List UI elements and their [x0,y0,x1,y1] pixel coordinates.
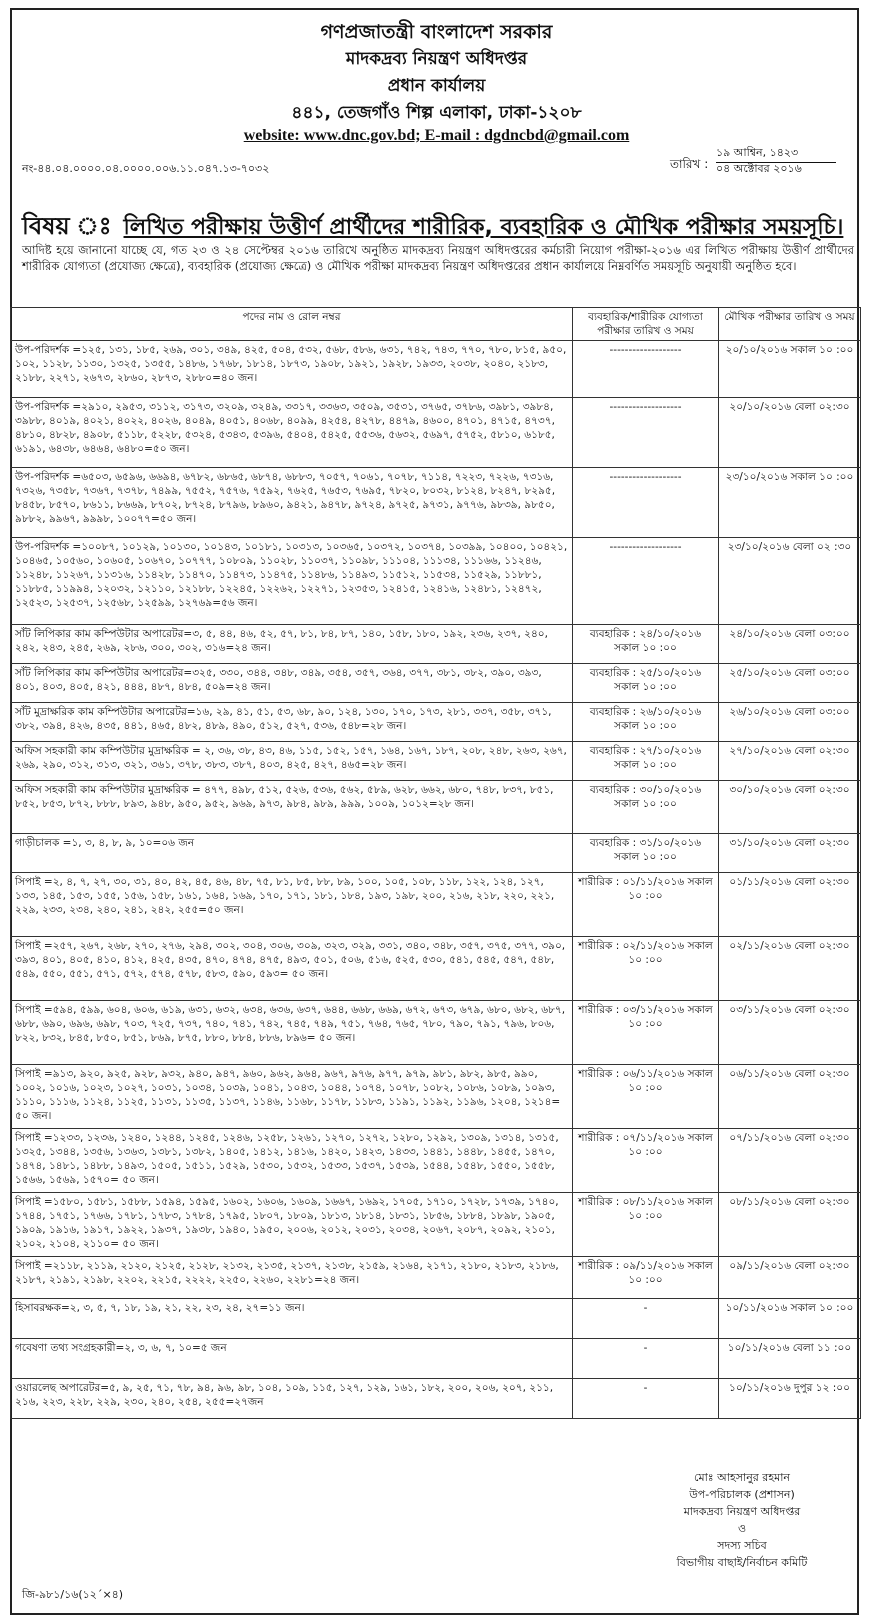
cell-viva: ২৪/১০/২০১৬ বেলা ০৩:০০ [719,625,861,664]
cell-practical: ------------------- [573,538,719,625]
subject-label: বিষয় ঃ [22,212,112,240]
signatory-name: মোঃ আহসানুর রহমান [694,1471,790,1484]
schedule-rows [11,341,861,1419]
cell-practical: ------------------- [573,341,719,398]
date-label: তারিখ : [670,157,709,171]
schedule-table [10,307,861,1419]
table-row [11,1129,861,1193]
table-row [11,1257,861,1299]
cell-post-roll: হিসাবরক্ষক=২, ৩, ৫, ৭, ১৮, ১৯, ২১, ২২, ২৩, ২৪, ২৭=১১ জন। [11,1299,573,1339]
table-header-row [11,308,861,341]
cell-viva: ২০/১০/২০১৬ সকাল ১০ :০০ [719,341,861,398]
cell-post-roll: সিপাই =২১১৮, ২১১৯, ২১২০, ২১২৫, ২১২৮, ২১৩২, ২১৩৫, ২১৩৭, ২১৩৮, ২১৫৯, ২১৬৪, ২১৭১, ২১৮০, ২১৮৩, ২১৮৬, ২১৮৭, ২১৯১, ২১৯৮, ২২০২, ২২১৫, ২২২২, ২২৫০, ২২৬০, ২২৮১=২৪ জন। [11,1257,573,1299]
table-row [11,664,861,703]
cell-viva: ০২/১১/২০১৬ বেলা ০২:৩০ [719,937,861,1001]
cell-post-roll: সাঁট মুদ্রাক্ষরিক কাম কম্পিউটার অপারেটর=১৬, ২৯, ৪১, ৫১, ৫৩, ৬৮, ৯০, ১২৪, ১৩০, ১৭০, ১৭৩, ২৮১, ৩৩৭, ৩৫৮, ৩৭১, ৩৮২, ৩৯৪, ৪২৬, ৪৩৫, ৪৪১, ৪৬৫, ৪৮২, ৪৮৯, ৪৯০, ৫১২, ৫২৭, ৫৩৬, ৫৪৮=২৮ জন। [11,703,573,742]
table-row [11,538,861,625]
table-row [11,873,861,937]
cell-practical: ------------------- [573,398,719,468]
office-address: ৪৪১, তেজগাঁও শিল্প এলাকা, ঢাকা-১২০৮ [291,103,582,123]
table-row [11,742,861,781]
cell-viva: ২৩/১০/২০১৬ বেলা ০২ :৩০ [719,538,861,625]
cell-post-roll: অফিস সহকারী কাম কম্পিউটার মুদ্রাক্ষরিক = ২, ৩৬, ৩৮, ৪৩, ৪৬, ১১৫, ১৫২, ১৫৭, ১৬৪, ১৬৭, ১৮৭, ২০৮, ২৪৮, ২৬৩, ২৬৭, ২৬৯, ২৯০, ৩১২, ৩১৩, ৩২১, ৩৬১, ৩৭৮, ৩৮৩, ৩৮৭, ৪০৩, ৪২৫, ৪২৭, ৪৬৫=২৮ জন। [11,742,573,781]
cell-post-roll: সিপাই =৫৯৪, ৫৯৯, ৬০৪, ৬০৬, ৬১৯, ৬৩১, ৬৩২, ৬৩৪, ৬৩৬, ৬৩৭, ৬৪৪, ৬৬৮, ৬৬৯, ৬৭২, ৬৭৩, ৬৭৯, ৬৮০, ৬৮২, ৬৮৭, ৬৮৮, ৬৯০, ৬৯৬, ৬৯৮, ৭০৩, ৭২৫, ৭৩৭, ৭৪০, ৭৪১, ৭৪২, ৭৪৫, ৭৪৯, ৭৫১, ৭৬৪, ৭৬৫, ৭৮০, ৭৯০, ৭৯১, ৭৯৬, ৮০৬, ৮২২, ৮৩২, ৮৪৫, ৮৫০, ৮৫১, ৮৬৯, ৮৭৫, ৮৮০, ৮৮৪, ৮৮৬, ৮৯৬= ৫০ জন। [11,1001,573,1065]
cell-practical: ব্যবহারিক : ২৪/১০/২০১৬ সকাল ১০ :০০ [573,625,719,664]
cell-post-roll: উপ-পরিদর্শক =২৯১০, ২৯৫৩, ৩১১২, ৩১৭৩, ৩২০৯, ৩২৪৯, ৩৩১৭, ৩৩৬৩, ৩৫০৯, ৩৫৩১, ৩৭৬৫, ৩৭৮৬, ৩৯৮১, ৩৯৮৪, ৩৯৮৮, ৪০১৯, ৪০২১, ৪০২২, ৪০২৬, ৪০৪৯, ৪০৫১, ৪০৬৮, ৪০৯৯, ৪২৫৪, ৪২৭৮, ৪৪৭৯, ৪৬০০, ৪৭০১, ৪৭১৫, ৪৭৩৭, ৪৮১০, ৪৮২৮, ৪৯০৮, ৫১১৮, ৫২২৮, ৫৩২৪, ৫৩৪৩, ৫৩৯৬, ৫৪০৪, ৫৪২৫, ৫৫৩৬, ৫৬৩২, ৫৬৯৭, ৫৭৫২, ৫৮১০, ৬১৮৫, ৬১৯১, ৬৪৩৮, ৬৪৬৪, ৬৪৮০=৫০ জন। [11,398,573,468]
cell-practical: শারীরিক : ০৬/১১/২০১৬ সকাল ১০ :০০ [573,1065,719,1129]
website-email: website: www.dnc.gov.bd; E-mail : dgdncbd@gmail.com [243,127,630,144]
cell-practical: ব্যবহারিক : ২৫/১০/২০১৬ সকাল ১০ :০০ [573,664,719,703]
cell-practical: ব্যবহারিক : ২৬/১০/২০১৬ সকাল ১০ :০০ [573,703,719,742]
cell-viva: ০৬/১১/২০১৬ বেলা ০২:৩০ [719,1065,861,1129]
cell-practical: শারীরিক : ০৯/১১/২০১৬ সকাল ১০ :০০ [573,1257,719,1299]
cell-practical: - [573,1339,719,1379]
table-row [11,937,861,1001]
intro-paragraph: আদিষ্ট হয়ে জানানো যাচ্ছে যে, গত ২৩ ও ২৪ সেপ্টেম্বর ২০১৬ তারিখে অনুষ্ঠিত মাদকদ্রব্য নিয়ন্ত্রণ অধিদপ্তরের কর্মচারী নিয়োগ পরীক্ষা-২০১৬ এর লিখিত পরীক্ষায় উত্তীর্ণ প্রার্থীদের শারীরিক যোগ্যতা (প্রযোজ্য ক্ষেত্রে), ব্যবহারিক (প্রযোজ্য ক্ষেত্রে) ও মৌখিক পরীক্ষা মাদকদ্রব্য নিয়ন্ত্রণ অধিদপ্তরের প্রধান কার্যালয়ে নিম্নবর্ণিত সময়সূচি অনুযায়ী অনুষ্ঠিত হবে। [22,243,854,273]
cell-post-roll: উপ-পরিদর্শক =১০০৮৭, ১০১২৯, ১০১৩০, ১০১৪৩, ১০১৮১, ১০৩১৩, ১০৩৬৫, ১০৩৭২, ১০৩৭৪, ১০৩৯৯, ১০৪০০, ১০৪২১, ১০৪৬৫, ১০৫৬০, ১০৬০৫, ১০৬৭০, ১০৭৭৭, ১০৮০৯, ১১০২৮, ১১০৩৭, ১১০৯৮, ১১১০৪, ১১১৩৪, ১১১৬৬, ১১২৪৬, ১১২৪৮, ১১২৬৭, ১১৩১৬, ১১৪২৮, ১১৪৭০, ১১৪৭৩, ১১৪৭৫, ১১৪৮৬, ১১৪৯৩, ১১৫১২, ১১৫৩৪, ১১৫২৯, ১১৮৮১, ১১৮৮৫, ১১৯৯৪, ১২০৩২, ১২১১০, ১২১৮৮, ১২২৪৫, ১২২৬২, ১২২৭১, ১২৩৫৩, ১২৪১৫, ১২৪১৬, ১২৪৮১, ১২৪৭২, ১২৫২৩, ১২৫৩৭, ১২৫৬৮, ১২৫৯৯, ১২৭৬৯=৫৬ জন। [11,538,573,625]
table-row [11,1065,861,1129]
cell-viva: ২৭/১০/২০১৬ বেলা ০২:৩০ [719,742,861,781]
cell-practical: ব্যবহারিক : ৩১/১০/২০১৬ সকাল ১০ :০০ [573,834,719,873]
header-viva: মৌখিক পরীক্ষার তারিখ ও সময় [719,308,861,341]
subject-text: লিখিত পরীক্ষায় উত্তীর্ণ প্রার্থীদের শারীরিক, ব্যবহারিক ও মৌখিক পরীক্ষার সময়সূচি। [123,215,844,240]
table-row [11,1379,861,1419]
cell-practical: শারীরিক : ০৮/১১/২০১৬ সকাল ১০ :০০ [573,1193,719,1257]
cell-practical: ব্যবহারিক : ৩০/১০/২০১৬ সকাল ১০ :০০ [573,781,719,834]
date-block [716,145,802,177]
cell-post-roll: উপ-পরিদর্শক =৬৫০৩, ৬৫৯৬, ৬৬৯৪, ৬৭৮২, ৬৮৬৫, ৬৮৭৪, ৬৮৮৩, ৭০৫৭, ৭০৬১, ৭০৭৮, ৭১১৪, ৭২২৩, ৭২২৬, ৭৩১৬, ৭৩২৬, ৭৩৫৮, ৭৩৬৭, ৭৩৭৮, ৭৪৯৯, ৭৫৫২, ৭৫৭৬, ৭৫৯২, ৭৬২৫, ৭৬৫৩, ৭৬৯৫, ৭৮২০, ৮০৩২, ৮১২৪, ৮২৪৭, ৮২৯৫, ৮৪৫৮, ৮৫৭০, ৮৬১১, ৮৬৬৯, ৮৭০২, ৮৭২৪, ৮৭৯৬, ৮৯৬০, ৯৪২১, ৯৪৭৮, ৯৭২৪, ৯৭২৫, ৯৭৩১, ৯৭৭৬, ৯৮৩৯, ৯৮৫০, ৯৮৮২, ৯৯৬৭, ৯৯৯৮, ১০০৭৭=৫০ জন। [11,468,573,538]
gov-title: গণপ্রজাতন্ত্রী বাংলাদেশ সরকার [320,21,553,43]
cell-post-roll: সিপাই =১২৩৩, ১২৩৬, ১২৪০, ১২৪৪, ১২৪৫, ১২৪৬, ১২৫৮, ১২৬১, ১২৭০, ১২৭২, ১২৮০, ১২৯২, ১৩০৯, ১৩১৪, ১৩১৫, ১৩২৫, ১৩৪৪, ১৩৫৬, ১৩৬৩, ১৩৮১, ১৩৮২, ১৪০৫, ১৪১২, ১৪১৬, ১৪২০, ১৪২৩, ১৪৩৩, ১৪৪১, ১৪৪৮, ১৪৫৫, ১৪৭০, ১৪৭৪, ১৪৮১, ১৪৮৮, ১৪৯৩, ১৫০৫, ১৫১১, ১৫২৯, ১৫৩০, ১৫৩২, ১৫৩৩, ১৫৩৭, ১৫৩৯, ১৫৪৪, ১৫৪৮, ১৫৫০, ১৫৫৮, ১৫৬৬, ১৫৬৯, ১৫৭০= ৫০ জন। [11,1129,573,1193]
table-row [11,1193,861,1257]
date-bangla: ১৯ আশ্বিন, ১৪২৩ [716,146,799,159]
signatory-designation: উপ-পরিচালক (প্রশাসন) [689,1488,795,1501]
cell-post-roll: সিপাই =২৫৭, ২৬৭, ২৬৮, ২৭০, ২৭৬, ২৯৪, ৩০২, ৩০৪, ৩০৬, ৩০৯, ৩২৩, ৩২৯, ৩৩১, ৩৪০, ৩৪৮, ৩৫৭, ৩৭৫, ৩৭৭, ৩৯০, ৩৯৩, ৪০১, ৪০৫, ৪১০, ৪১২, ৪২৫, ৪৩৫, ৪৭০, ৪৭৪, ৪৭৫, ৪৯৩, ৫০১, ৫০৬, ৫১৬, ৫২৫, ৫৩০, ৫৪১, ৫৪৫, ৫৪৭, ৫৪৮, ৫৪৯, ৫৫০, ৫৫১, ৫৭১, ৫৭২, ৫৭৪, ৫৭৮, ৫৮৩, ৫৯০, ৫৯৩= ৫০ জন। [11,937,573,1001]
cell-viva: ২৫/১০/২০১৬ বেলা ০৩:০০ [719,664,861,703]
signatory-and: ও [737,1522,747,1535]
cell-post-roll: গবেষণা তথ্য সংগ্রহকারী=২, ৩, ৬, ৭, ১০=৫ জন [11,1339,573,1379]
cell-practical: শারীরিক : ০২/১১/২০১৬ সকাল ১০ :০০ [573,937,719,1001]
cell-viva: ৩১/১০/২০১৬ বেলা ০২:৩০ [719,834,861,873]
table-row [11,703,861,742]
department-name: মাদকদ্রব্য নিয়ন্ত্রণ অধিদপ্তর [345,49,528,69]
cell-post-roll: সিপাই =১৫৮০, ১৫৮১, ১৫৮৮, ১৫৯৪, ১৫৯৫, ১৬০২, ১৬০৬, ১৬০৯, ১৬৬৭, ১৬৯২, ১৭০৫, ১৭১০, ১৭২৮, ১৭৩৯, ১৭৪০, ১৭৪৪, ১৭৫১, ১৭৬৬, ১৭৮১, ১৭৮৩, ১৭৮৪, ১৭৯৫, ১৮০৭, ১৮০৯, ১৮১৩, ১৮১৪, ১৮৩১, ১৮৫৬, ১৮৮৪, ১৮৯৮, ১৯০৫, ১৯০৯, ১৯১৬, ১৯১৭, ১৯২২, ১৯৩৭, ১৯৩৮, ১৯৪০, ১৯৫০, ২০০৬, ২০১২, ২০৩১, ২০৩৪, ২০৬৭, ২০৮৭, ২০৯২, ২১০১, ২১০২, ২১০৪, ২১১০= ৫০ জন। [11,1193,573,1257]
cell-post-roll: সাঁট লিপিকার কাম কম্পিউটার অপারেটর=৩২৫, ৩৩০, ৩৪৪, ৩৪৮, ৩৪৯, ৩৫৪, ৩৫৭, ৩৬৪, ৩৭৭, ৩৮১, ৩৮২, ৩৯০, ৩৯৩, ৪০১, ৪০৩, ৪০৫, ৪২১, ৪৪৪, ৪৮৭, ৪৮৪, ৫০৯=২৪ জন। [11,664,573,703]
table-row [11,1339,861,1379]
cell-viva: ৩০/১০/২০১৬ বেলা ০২:৩০ [719,781,861,834]
signature-block [642,1469,842,1571]
cell-practical: - [573,1299,719,1339]
cell-viva: ১০/১১/২০১৬ সকাল ১০ :০০ [719,1299,861,1339]
cell-practical: শারীরিক : ০৭/১১/২০১৬ সকাল ১০ :০০ [573,1129,719,1193]
header-practical: ব্যবহারিক/শারীরিক যোগ্যতা পরীক্ষার তারিখ ও সময় [573,308,719,341]
cell-viva: ০৮/১১/২০১৬ বেলা ০২:৩০ [719,1193,861,1257]
table-row [11,1001,861,1065]
table-row [11,834,861,873]
date-divider [716,162,836,163]
signatory-committee: বিভাগীয় বাছাই/নির্বাচন কমিটি [676,1556,808,1569]
table-row [11,781,861,834]
cell-post-roll: সিপাই =২, ৪, ৭, ২৭, ৩০, ৩১, ৪০, ৪২, ৪৫, ৪৬, ৪৮, ৭৫, ৮১, ৮৫, ৮৮, ৮৯, ১০০, ১০৫, ১০৮, ১১৮, ১২২, ১২৪, ১২৭, ১৩৩, ১৪৫, ১৫৩, ১৫৫, ১৫৬, ১৫৮, ১৬১, ১৬৪, ১৬৯, ১৭০, ১৭১, ১৮১, ১৮৪, ১৯৩, ১৯৮, ২০০, ২১৬, ২১৮, ২২০, ২২১, ২২৯, ২৩৩, ২৩৪, ২৪০, ২৪১, ২৪২, ২৫৫=৫০ জন। [11,873,573,937]
cell-viva: ২৬/১০/২০১৬ বেলা ০৩:০০ [719,703,861,742]
signatory-role: সদস্য সচিব [717,1539,767,1552]
date-english: ০৪ অক্টোবর ২০১৬ [716,162,802,175]
cell-practical: ব্যবহারিক : ২৭/১০/২০১৬ সকাল ১০ :০০ [573,742,719,781]
signatory-office: মাদকদ্রব্য নিয়ন্ত্রণ অধিদপ্তর [683,1505,801,1518]
cell-post-roll: অফিস সহকারী কাম কম্পিউটার মুদ্রাক্ষরিক = ৪৭৭, ৪৯৮, ৫১২, ৫২৬, ৫৩৬, ৫৬২, ৫৮৯, ৬২৮, ৬৬২, ৬৮০, ৭৪৮, ৮৩৭, ৮৫১, ৮৫২, ৮৫৩, ৮৭২, ৮৮৮, ৮৯৩, ৯৪৮, ৯৫০, ৯৫২, ৯৬৯, ৯৭৩, ৯৮৪, ৯৮৯, ৯৯৯, ১০০৯, ১০১২=২৮ জন। [11,781,573,834]
cell-viva: ১০/১১/২০১৬ বেলা ১১ :০০ [719,1339,861,1379]
table-row [11,398,861,468]
cell-post-roll: গাড়ীচালক =১, ৩, ৪, ৮, ৯, ১০=০৬ জন [11,834,573,873]
cell-viva: ০৯/১১/২০১৬ বেলা ০২:৩০ [719,1257,861,1299]
cell-post-roll: সাঁট লিপিকার কাম কম্পিউটার অপারেটর=৩, ৫, ৪৪, ৪৬, ৫২, ৫৭, ৮১, ৮৪, ৮৭, ১৪০, ১৫৮, ১৮০, ১৯২, ২৩৬, ২৩৭, ২৪০, ২৪২, ২৪৩, ২৪৫, ২৬৯, ২৮৬, ৩০০, ৩০২, ৩১৬=২৪ জন। [11,625,573,664]
cell-viva: ০১/১১/২০১৬ বেলা ০২:৩০ [719,873,861,937]
cell-post-roll: সিপাই =৯১৩, ৯২০, ৯২৫, ৯২৮, ৯৩২, ৯৪০, ৯৪৭, ৯৬০, ৯৬২, ৯৬৪, ৯৬৭, ৯৭৬, ৯৭৭, ৯৭৯, ৯৮১, ৯৮২, ৯৮৫, ৯৯০, ১০০২, ১০১৬, ১০২৩, ১০২৭, ১০৩১, ১০৩৪, ১০৩৯, ১০৪১, ১০৪৩, ১০৪৪, ১০৭৪, ১০৭৮, ১০৮২, ১০৮৬, ১০৮৯, ১০৯৩, ১১১০, ১১১৬, ১১২৪, ১১২৫, ১১৩১, ১১৩৫, ১১৩৭, ১১৪৬, ১১৬৮, ১১৭৮, ১১৮৩, ১১৯১, ১১৯২, ১১৯৬, ১২০৪, ১২১৪= ৫০ জন। [11,1065,573,1129]
cell-viva: ২০/১০/২০১৬ বেলা ০২:৩০ [719,398,861,468]
office-name: প্রধান কার্যালয় [387,76,486,96]
cell-practical: শারীরিক : ০১/১১/২০১৬ সকাল ১০ :০০ [573,873,719,937]
header-post-roll: পদের নাম ও রোল নম্বর [11,308,573,341]
cell-viva: ০৩/১১/২০১৬ বেলা ০২:৩০ [719,1001,861,1065]
print-reference: জি-৯৮১/১৬(১২´×৪) [22,1588,124,1601]
cell-post-roll: ওয়ারলেছ অপারেটর=৫, ৯, ২৫, ৭১, ৭৮, ৯৪, ৯৬, ৯৮, ১০৪, ১০৯, ১১৫, ১২৭, ১২৯, ১৬১, ১৮২, ২০০, ২০৬, ২০৭, ২১১, ২১৬, ২২৩, ২২৮, ২২৯, ২৩০, ২৪০, ২৫৪, ২৫৫=২৭জন [11,1379,573,1419]
table-row [11,468,861,538]
cell-viva: ১০/১১/২০১৬ দুপুর ১২ :০০ [719,1379,861,1419]
cell-practical: ------------------- [573,468,719,538]
table-row [11,341,861,398]
memo-number: নং-৪৪.০৪.০০০০.০৪.০০০০.০০৬.১১.০৪৭.১৩-৭০৩২ [22,162,270,175]
cell-practical: শারীরিক : ০৩/১১/২০১৬ সকাল ১০ :০০ [573,1001,719,1065]
table-row [11,625,861,664]
cell-viva: ২৩/১০/২০১৬ সকাল ১০ :০০ [719,468,861,538]
cell-practical: - [573,1379,719,1419]
table-row [11,1299,861,1339]
cell-post-roll: উপ-পরিদর্শক =১২৫, ১৩১, ১৮৫, ২৬৯, ৩০১, ৩৪৯, ৪২৫, ৫০৪, ৫৩২, ৫৬৮, ৫৮৬, ৬৩১, ৭৪২, ৭৪৩, ৭৭০, ৭৮০, ৮১৫, ৯৫০, ১০২, ১১২৮, ১১৩০, ১৩২৫, ১৩৫৫, ১৪৮৬, ১৭৬৮, ১৮১৪, ১৮৭৩, ১৯০৮, ১৯২১, ১৯২৮, ১৯৩৩, ২০৩৮, ২০৪০, ২১৮৩, ২১৮৮, ২২৭১, ২৬৭৩, ২৮৬০, ২৮৭৩, ২৮৮০=৪০ জন। [11,341,573,398]
cell-viva: ০৭/১১/২০১৬ বেলা ০২:৩০ [719,1129,861,1193]
